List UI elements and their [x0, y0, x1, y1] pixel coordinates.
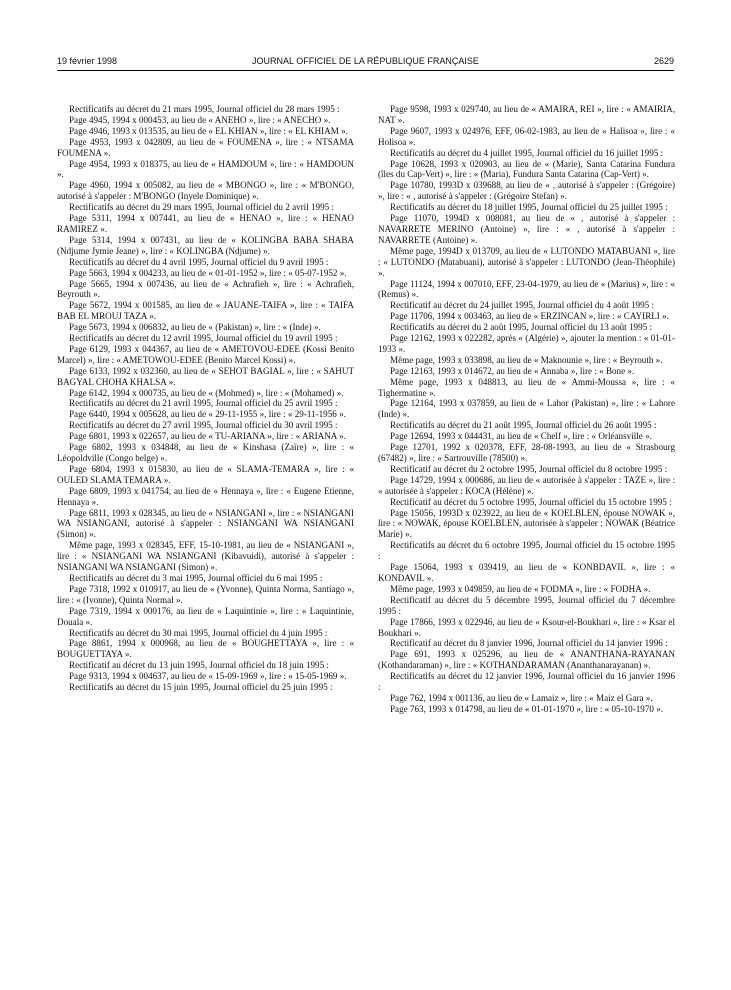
correction-entry: Page 9313, 1994 x 004637, au lieu de « 15-09-1969 », lire : « 15-05-1969 ».: [69, 671, 347, 682]
section-heading: Rectificatifs au décret du 29 mars 1995, Journal officiel du 2 avril 1995 :: [69, 202, 334, 213]
section-heading: Rectificatifs au décret du 27 avril 1995, Journal officiel du 30 avril 1995 :: [69, 420, 338, 431]
section-heading: Rectificatifs au décret du 21 avril 1995, Journal officiel du 25 avril 1995 :: [69, 398, 338, 409]
section-heading: Rectificatif au décret du 2 octobre 1995, Journal officiel du 8 octobre 1995 :: [390, 463, 668, 474]
correction-entry: Page 11124, 1994 x 007010, EFF, 23-04-1979, au lieu de « (Marius) », lire : « (Remus) ».: [378, 278, 675, 300]
correction-entry: Page 5673, 1994 x 006832, au lieu de « (Pakistan) », lire : « (Inde) ».: [69, 322, 321, 333]
header-rule: [57, 70, 674, 71]
correction-entry: Page 6804, 1993 x 015830, au lieu de « SLAMA-TEMARA », lire : « OULED SLAMA TEMARA ».: [57, 463, 354, 485]
correction-entry: Page 6129, 1993 x 044367, au lieu de « AMETOVOU-EDEE (Kossi Benito Marcel) », lire : « AMETOWOU-EDEE (Benito Marcel Kossi) ».: [57, 343, 354, 365]
section-heading: Rectificatifs au décret du 15 juin 1995, Journal officiel du 25 juin 1995 :: [69, 682, 333, 693]
section-heading: Rectificatif au décret du 5 octobre 1995, Journal officiel du 15 octobre 1995 :: [390, 496, 672, 507]
correction-entry: Page 5663, 1994 x 004233, au lieu de « 01-01-1952 », lire : « 05-07-1952 ».: [69, 267, 347, 278]
correction-entry: Page 7318, 1992 x 010917, au lieu de « (Yvonne), Quinta Norma, Santiago », lire : « (Ivonne), Quinta Normal ».: [57, 583, 354, 605]
correction-entry: Même page, 1994D x 013709, au lieu de « LUTONDO MATABUANI », lire : « LUTONDO (Matabuani), autorisé à s'appeler : LUTONDO (Jean-Théophile) ».: [378, 245, 675, 278]
section-heading: Rectificatifs au décret du 4 juillet 1995, Journal officiel du 16 juillet 1995 :: [390, 147, 664, 158]
journal-title: JOURNAL OFFICIEL DE LA RÉPUBLIQUE FRANÇAISE: [252, 56, 479, 66]
correction-entry: Page 12164, 1993 x 037859, au lieu de « Lahor (Pakistan) », lire : « Lahore (Inde) ».: [378, 398, 675, 420]
section-heading: Rectificatif au décret du 24 juillet 1995, Journal officiel du 4 août 1995 :: [390, 300, 654, 311]
correction-entry: Page 12694, 1993 x 044431, au lieu de « Chelf », lire : « Orléansville ».: [390, 431, 652, 442]
section-heading: Rectificatifs au décret du 6 octobre 1995, Journal officiel du 15 octobre 1995 :: [378, 540, 675, 562]
correction-entry: Même page, 1993 x 049859, au lieu de « FODMA », lire : « FODHA ».: [390, 583, 651, 594]
section-heading: Rectificatifs au décret du 2 août 1995, Journal officiel du 13 août 1995 :: [390, 322, 652, 333]
correction-entry: Page 17866, 1993 x 022946, au lieu de « Ksour-el-Boukhari », lire : « Ksar el Boukhari ».: [378, 616, 675, 638]
correction-entry: Page 4960, 1994 x 005082, au lieu de « MBONGO », lire : « M'BONGO, autorisé à s'appeler : M'BONGO (Inyele Dominique) ».: [57, 180, 354, 202]
correction-entry: Page 4945, 1994 x 000453, au lieu de « ANEHO », lire : « ANECHO ».: [69, 114, 331, 125]
section-heading: Rectificatifs au décret du 12 avril 1995, Journal officiel du 19 avril 1995 :: [69, 333, 338, 344]
correction-entry: Même page, 1993 x 028345, EFF, 15-10-1981, au lieu de « NSIANGANI », lire : « NSIANGANI WA NSIANGANI (Kibavuidi), autorisé à s'appeler : NSIANGANI WA NSIANGANI (Simon) ».: [57, 540, 354, 573]
correction-entry: Page 762, 1994 x 001136, au lieu de « Lamaiz », lire : « Maiz el Gara ».: [390, 692, 653, 703]
section-heading: Rectificatifs au décret du 3 mai 1995, Journal officiel du 6 mai 1995 :: [69, 572, 323, 583]
correction-entry: Page 5311, 1994 x 007441, au lieu de « HENAO », lire : « HENAO RAMIREZ ».: [57, 213, 354, 234]
correction-entry: Page 6801, 1993 x 022657, au lieu de « TU-ARIANA », lire : « ARIANA ».: [69, 431, 346, 442]
left-column: [57, 104, 354, 693]
correction-entry: Page 12163, 1993 x 014672, au lieu de « Annaba », lire : « Bone ».: [390, 365, 635, 376]
page-number: 2629: [653, 56, 674, 66]
correction-entry: Page 9607, 1993 x 024976, EFF, 06-02-1983, au lieu de « Halisoa », lire : « Holisoa ».: [378, 125, 675, 147]
correction-entry: Page 5665, 1994 x 007436, au lieu de « Achrafieh », lire : « Achrafieh, Beyrouth ».: [57, 278, 354, 300]
correction-entry: Page 6440, 1994 x 005628, au lieu de « 29-11-1955 », lire : « 29-11-1956 ».: [69, 409, 346, 420]
correction-entry: Page 7319, 1994 x 000176, au lieu de « Laquintinie », lire : « Laquintinie, Douala ».: [57, 605, 354, 627]
correction-entry: Page 4954, 1993 x 018375, au lieu de « HAMDOUM », lire : « HAMDOUN ».: [57, 158, 354, 180]
section-heading: Rectificatifs au décret du 30 mai 1995, Journal officiel du 4 juin 1995 :: [69, 627, 328, 638]
section-heading: Rectificatif au décret du 5 décembre 1995, Journal officiel du 7 décembre 1995 :: [378, 594, 675, 616]
section-heading: Rectificatif au décret du 8 janvier 1996, Journal officiel du 14 janvier 1996 :: [390, 638, 668, 649]
section-heading: Rectificatif au décret du 13 juin 1995, Journal officiel du 18 juin 1995 :: [69, 660, 329, 671]
correction-entry: Page 15056, 1993D x 023922, au lieu de « KOELBLEN, épouse NOWAK », lire : « NOWAK, épouse KOELBLEN, autorisée à s'appeler : NOWAK (Béatrice Marie) ».: [378, 507, 675, 540]
correction-entry: Page 5314, 1994 x 007431, au lieu de « KOLINGBA BABA SHABA (Ndjume Jymie Jeane) », lire : « KOLINGBA (Ndjume) ».: [57, 234, 354, 256]
correction-entry: Page 4953, 1993 x 042809, au lieu de « FOUMENA », lire : « NTSAMA FOUMENA ».: [57, 136, 354, 158]
correction-entry: Page 15064, 1993 x 039419, au lieu de « KONBDAVIL », lire : « KONDAVIL ».: [378, 562, 675, 583]
correction-entry: Page 9598, 1993 x 029740, au lieu de « AMAIRA, REI », lire : « AMAIRIA, NAT ».: [378, 104, 675, 125]
header-date: 19 février 1998: [57, 56, 118, 66]
correction-entry: Page 6142, 1994 x 000735, au lieu de « (Mohmed) », lire : « (Mohamed) ».: [69, 387, 344, 398]
section-heading: Rectificatifs au décret du 21 mars 1995, Journal officiel du 28 mars 1995 :: [69, 104, 340, 114]
correction-entry: Page 6809, 1993 x 041754, au lieu de « Hennaya », lire : « Eugene Etienne, Hennaya ».: [57, 485, 354, 507]
section-heading: Rectificatifs au décret du 12 janvier 1996, Journal officiel du 16 janvier 1996 :: [378, 671, 675, 693]
correction-entry: Page 6133, 1992 x 032360, au lieu de « SEHOT BAGIAL », lire : « SAHUT BAGYAL CHOHA KHALSA ».: [57, 365, 354, 387]
correction-entry: Page 6811, 1993 x 028345, au lieu de « NSIANGANI », lire : « NSIANGANI WA NSIANGANI, autorisé à s'appeler : NSIANGANI WA NSIANGANI (Simon) ».: [57, 507, 354, 540]
section-heading: Rectificatifs au décret du 21 août 1995, Journal officiel du 26 août 1995 :: [390, 420, 657, 431]
right-column: [378, 104, 675, 715]
correction-entry: Page 12701, 1992 x 020378, EFF, 28-08-1993, au lieu de « Strasbourg (67482) », lire : « Sartrouville (78500) ».: [378, 442, 675, 463]
correction-entry: Page 10780, 1993D x 039688, au lieu de « , autorisé à s'appeler : (Grégoire) », lire : « , autorisé à s'appeler : (Grégoire Stefan) ».: [378, 180, 675, 202]
correction-entry: Page 12162, 1993 x 022282, après « (Algérie) », ajouter la mention : « 01-01-1933 ».: [378, 333, 675, 354]
correction-entry: Page 763, 1993 x 014798, au lieu de « 01-01-1970 », lire : « 05-10-1970 ».: [390, 703, 664, 714]
correction-entry: Page 14729, 1994 x 000686, au lieu de « autorisée à s'appeler : TAZE », lire : « autorisée à s'appeler : KOCA (Hélène) ».: [378, 474, 675, 496]
section-heading: Rectificatifs au décret du 4 avril 1995, Journal officiel du 9 avril 1995 :: [69, 256, 329, 267]
correction-entry: Page 4946, 1993 x 013535, au lieu de « EL KHIAN », lire : « EL KHIAM ».: [69, 125, 348, 136]
section-heading: Rectificatifs au décret du 18 juillet 1995, Journal officiel du 25 juillet 1995 :: [390, 202, 668, 213]
correction-entry: Page 8861, 1994 x 000968, au lieu de « BOUGHETTAYA », lire : « BOUGUETTAYA ».: [57, 638, 354, 660]
correction-entry: Même page, 1993 x 033898, au lieu de « Maknounie », lire : « Beyrouth ».: [390, 354, 663, 365]
correction-entry: Page 691, 1993 x 025296, au lieu de « ANANTHANA-RAYANAN (Kothandaraman) », lire : « KOTHANDARAMAN (Ananthanarayanan) ».: [378, 649, 675, 671]
correction-entry: Page 5672, 1994 x 001585, au lieu de « JAUANE-TAIFA », lire : « TAIFA BAB EL MROUJ TAZA ».: [57, 300, 354, 322]
correction-entry: Page 11070, 1994D x 008081, au lieu de « , autorisé à s'appeler : NAVARRETE MERINO (Antoine) », lire : « , autorisé à s'appeler : NAVARRETE (Antoine) ».: [378, 213, 675, 245]
correction-entry: Page 6802, 1993 x 034848, au lieu de « Kinshasa (Zaïre) », lire : « Léopoldville (Congo belge) ».: [57, 442, 354, 463]
correction-entry: Même page, 1993 x 048813, au lieu de « Ammi-Moussa », lire : « Tighermatine ».: [378, 376, 675, 398]
correction-entry: Page 10628, 1993 x 020903, au lieu de « (Marie), Santa Catarina Fundura (îles du Cap-Vert) », lire : « (Maria), Fundura Santa Catarina (Cap-Vert) ».: [378, 158, 675, 180]
correction-entry: Page 11706, 1994 x 003463, au lieu de « ERZINCAN », lire : « CAYIRLI ».: [390, 311, 669, 322]
